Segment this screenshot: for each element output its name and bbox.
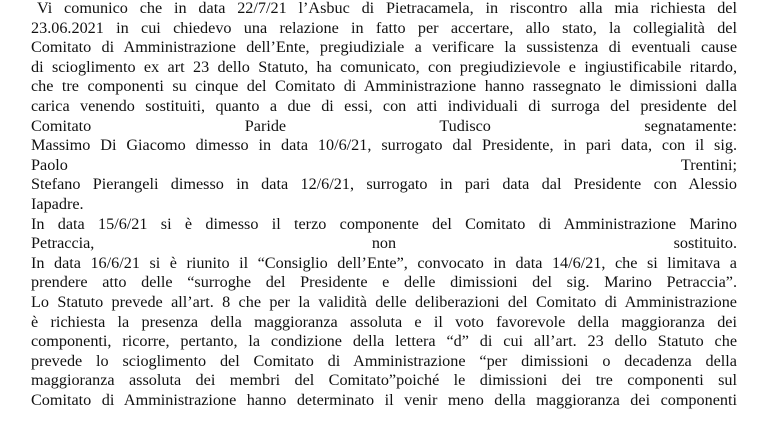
text-line: Vi comunico che in data 22/7/21 l’Asbuc di Pietracamela, in riscontro alla mia richiesta del [37,0,737,17]
text-line: 23.06.2021 in cui chiedevo una relazione in fatto per accertare, allo stato, la collegialità del [31,18,737,37]
text-line: Petraccia, non sostituito. [31,234,737,253]
text-line: componenti, ricorre, pertanto, la condizione della lettera “d” di cui all’art. 23 dello Statuto che [31,332,737,351]
text-line: In data 15/6/21 si è dimesso il terzo componente del Comitato di Amministrazione Marino [31,214,737,233]
text-line: carica venendo sostituiti, quanto a due di essi, con atti individuali di surroga del presidente del [31,96,737,115]
text-line: Iapadre. [31,194,84,213]
text-line: prevede lo scioglimento del Comitato di Amministrazione “per dimissioni o decadenza della [31,351,737,370]
text-line: Stefano Pierangeli dimesso in data 12/6/21, surrogato in pari data dal Presidente con Alessio [31,175,737,194]
text-line: prendere atto delle “surroghe del Presidente e delle dimissioni del sig. Marino Petraccia”. [31,273,737,292]
text-line: Comitato di Amministrazione hanno determinato il venir meno della maggioranza dei componenti [31,390,737,409]
text-line: di scioglimento ex art 23 dello Statuto, ha comunicato, con pregiudizievole e ingiustificabile ritardo, [31,57,737,76]
document-body [31,0,737,410]
text-line: Comitato Paride Tudisco segnatamente: [31,116,737,135]
text-line: Lo Statuto prevede all’art. 8 che per la validità delle deliberazioni del Comitato di Amministrazione [31,292,737,311]
text-line: Paolo Trentini; [31,155,737,174]
text-line: Massimo Di Giacomo dimesso in data 10/6/21, surrogato dal Presidente, in pari data, con il sig. [31,136,737,155]
text-line: In data 16/6/21 si è riunito il “Consiglio dell’Ente”, convocato in data 14/6/21, che si limitava a [31,253,737,272]
text-line: maggioranza assoluta dei membri del Comitato”poiché le dimissioni dei tre componenti sul [31,371,737,390]
text-line: Comitato di Amministrazione dell’Ente, pregiudiziale a verificare la sussistenza di eventuali cause [31,38,737,57]
text-line: è richiesta la presenza della maggioranza assoluta e il voto favorevole della maggioranza dei [31,312,737,331]
text-line: che tre componenti su cinque del Comitato di Amministrazione hanno rassegnato le dimissioni dalla [31,77,737,96]
